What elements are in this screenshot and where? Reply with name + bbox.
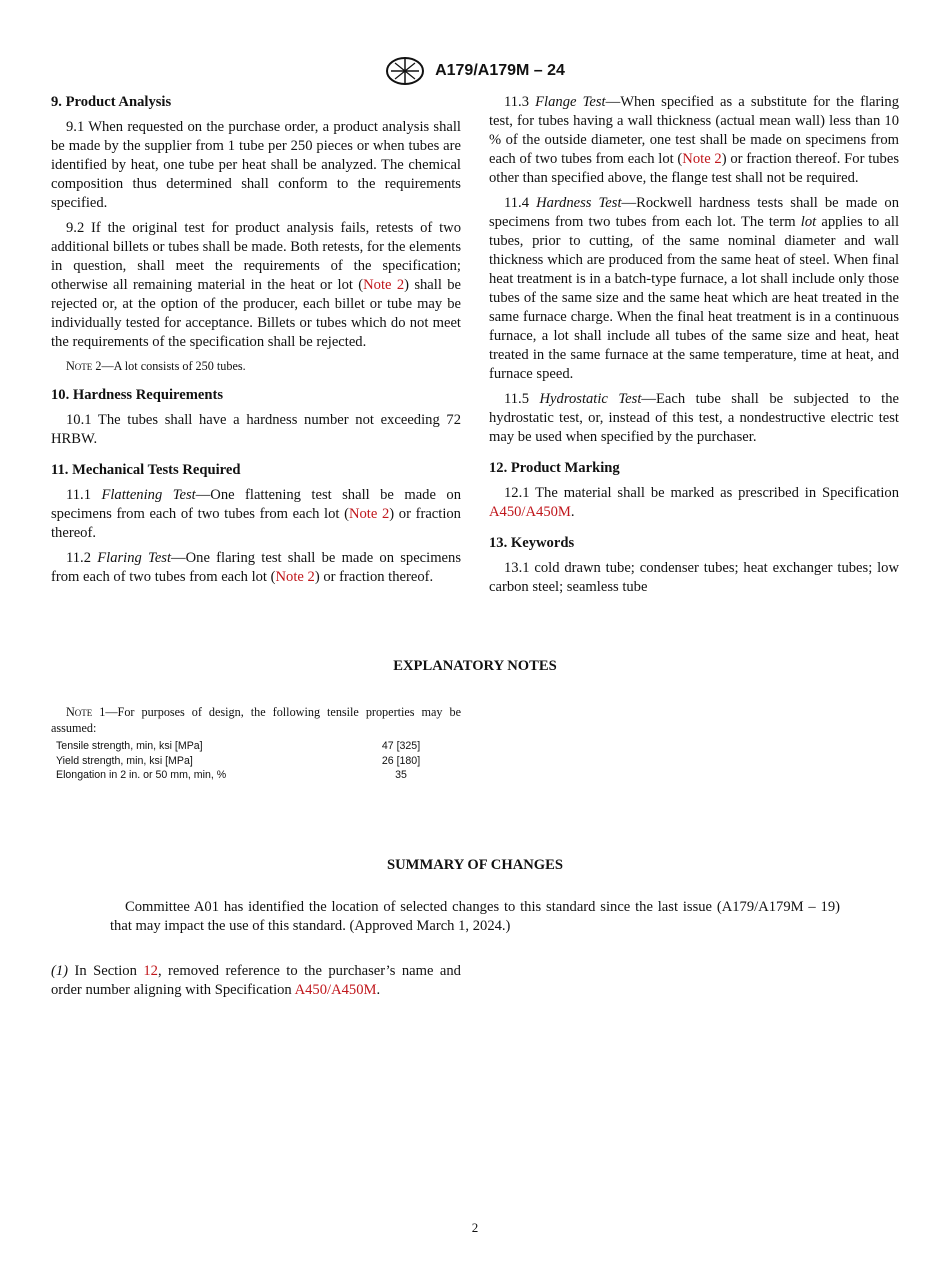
a450-spec-link[interactable]: A450/A450M [489, 504, 571, 520]
table-row: Yield strength, min, ksi [MPa] 26 [180] [56, 754, 421, 767]
astm-logo-icon [385, 56, 425, 86]
paragraph-11-4: 11.4 Hardness Test—Rockwell hardness tests shall be made on specimens from two tubes from each lot. The term lot applies to all tubes, prior to cutting, of the same nominal diameter and wall thickness which are produced from the same heat of steel. When final heat treatment is in a batch-type furnace, a lot shall include only those tubes of the same size and the same heat which are heat treated in the same furnace charge. When the final heat treatment is in a continuous furnace, a lot shall include all tubes of the same size and heat, heat treated in the same furnace at the same temperature, time at heat, and furnace speed. [489, 195, 899, 382]
note-2: Note 2—A lot consists of 250 tubes. [66, 359, 246, 373]
section-12-link[interactable]: 12 [143, 963, 158, 979]
page-header [0, 56, 950, 86]
summary-of-changes-title: SUMMARY OF CHANGES [387, 857, 563, 873]
paragraph-9-2: 9.2 If the original test for product analysis fails, retests of two additional billets or tubes shall be made. Both retests, for the elements in question, shall meet the requirements of the specification; otherwise all remaining material in the heat or lot (Note 2) shall be rejected or, at the option of the producer, each billet or tube may be individually tested for acceptance. Billets or tubes which do not meet the requirements of the specification shall be rejected. [51, 220, 461, 350]
table-row: Elongation in 2 in. or 50 mm, min, % 35 [56, 769, 407, 782]
paragraph-10-1: 10.1 The tubes shall have a hardness number not exceeding 72 HRBW. [51, 412, 461, 447]
paragraph-11-3: 11.3 Flange Test—When specified as a substitute for the flaring test, for tubes having a wall thickness (actual mean wall) less than 10 % of the outside diameter, one test shall be made on specimens from each of two tubes from each lot (Note 2) or fraction thereof. For tubes other than specified above, the flange test shall not be required. [489, 94, 899, 186]
paragraph-13-1: 13.1 cold drawn tube; condenser tubes; heat exchanger tubes; low carbon steel; seamless tube [489, 560, 899, 595]
note-2-link[interactable]: Note 2 [348, 506, 390, 522]
paragraph-11-2: 11.2 Flaring Test—One flaring test shall be made on specimens from each of two tubes from each lot (Note 2) or fraction thereof. [51, 550, 462, 585]
section-11-heading: 11. Mechanical Tests Required [51, 462, 241, 478]
right-column [489, 93, 899, 603]
note-2-link[interactable]: Note 2 [682, 151, 722, 167]
section-10-heading: 10. Hardness Requirements [51, 387, 224, 403]
section-13-heading: 13. Keywords [489, 535, 575, 551]
note-1: Note 1—For purposes of design, the following tensile properties may be assumed: [51, 705, 461, 735]
left-column [51, 93, 461, 593]
a450-spec-link[interactable]: A450/A450M [294, 982, 377, 998]
section-12-heading: 12. Product Marking [489, 460, 620, 476]
paragraph-11-5: 11.5 Hydrostatic Test—Each tube shall be subjected to the hydrostatic test, or, instead of this test, a nondestructive electric test may be used when specified by the purchaser. [489, 391, 899, 445]
table-row: Tensile strength, min, ksi [MPa] 47 [325] [56, 740, 421, 753]
tensile-properties-table [56, 739, 456, 783]
paragraph-9-1: 9.1 When requested on the purchase order, a product analysis shall be made by the supplier from 1 tube per 250 pieces or when tubes are identified by heat, one tube per heat shall be analyzed. The chemical composition thus determined shall conform to the requirements specified. [51, 119, 461, 211]
summary-intro: Committee A01 has identified the location of selected changes to this standard since the last issue (A179/A179M – 19) that may impact the use of this standard. (Approved March 1, 2024.) [110, 899, 840, 934]
page-number: 2 [471, 1220, 479, 1235]
note-2-link[interactable]: Note 2 [363, 277, 405, 293]
paragraph-12-1: 12.1 The material shall be marked as prescribed in Specification A450/A450M. [489, 485, 899, 520]
explanatory-notes-title: EXPLANATORY NOTES [393, 658, 557, 674]
standard-designation: A179/A179M – 24 [435, 62, 565, 79]
paragraph-11-1: 11.1 Flattening Test—One flattening test shall be made on specimens from each of two tubes from each lot (Note 2) or fraction thereof. [51, 487, 461, 541]
summary-item-1: (1) In Section 12, removed reference to the purchaser’s name and order number aligning with Specification A450/A450M. [51, 963, 461, 998]
note-2-link[interactable]: Note 2 [275, 569, 315, 585]
section-9-heading: 9. Product Analysis [51, 94, 172, 110]
